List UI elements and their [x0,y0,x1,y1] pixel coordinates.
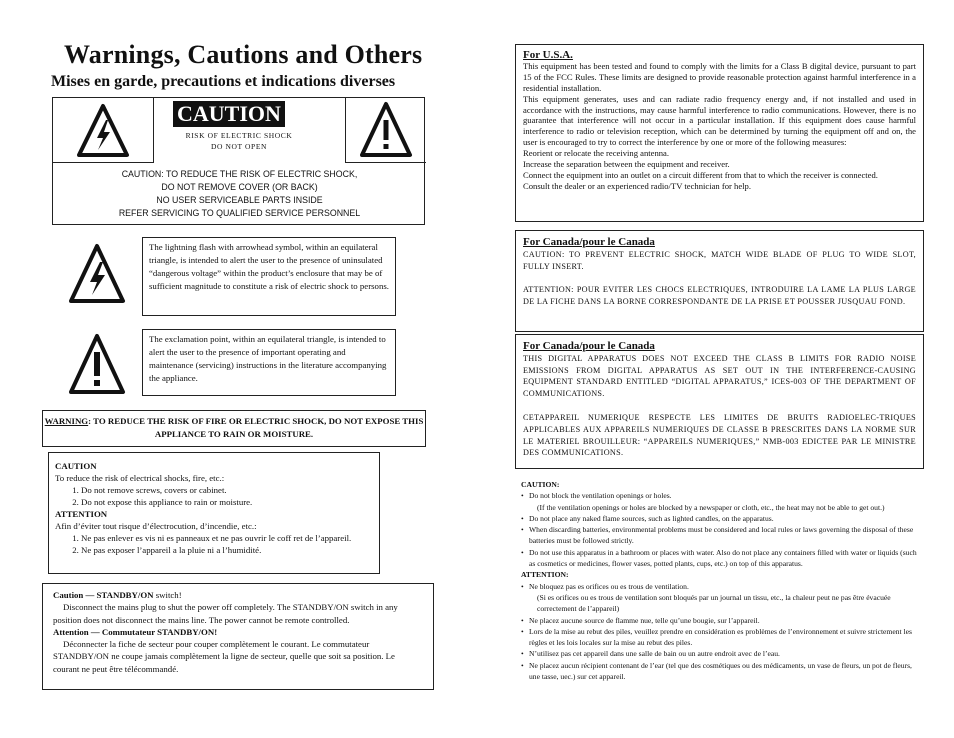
usa-heading: For U.S.A. [523,49,573,61]
usa-paragraph: Consult the dealer or an experienced radio/TV technician for help. [523,180,751,191]
usa-paragraph: This equipment generates, uses and can radiate radio frequency energy and, if not installed and used in accordance with the instructions, may cause harmful interference to radio communications. However, there is no guarantee that interference will not occur in a particular installation. If this equipment does cause harmful interference to radio or television reception, which can be determined by turning the equipment off and on, the user is encouraged to try to correct the interference by one or more of the following measures: [523,93,916,148]
warning-label: WARNING [44,416,89,426]
canada-plug-box [515,230,924,332]
notes-section [521,479,921,682]
lightning-triangle-icon [53,98,153,162]
warning-text: : TO REDUCE THE RISK OF FIRE OR ELECTRIC SHOCK, DO NOT EXPOSE THIS APPLIANCE TO RAIN OR MOISTURE. [88,416,424,439]
note-item: • Ne placez aucun récipient contenant de l’ear (tel que des cosmétiques ou des médicaments, un vase de fleurs, un pot de fleurs, une tasse, uec.) sur cet appareil. [521,660,912,682]
attention-intro: Afin d’éviter tout risque d’électrocution, d’incendie, etc.: [55,521,257,531]
standby-text: Disconnect the mains plug to shut the power off completely. The STANDBY/ON switch in any position does not disconnect the mains line. The power cannot be remote controlled. [53,602,398,625]
caution-list-box [48,452,380,574]
notes-en-heading: CAUTION: [521,480,560,489]
standby-fr-heading: Attention — Commutateur STANDBY/ON! [53,626,218,637]
caution-items [55,484,373,508]
canada-heading: For Canada/pour le Canada [523,340,655,352]
attention-items [55,532,373,556]
list-item: 1. Ne pas enlever es vis ni es panneaux et ne pas ouvrir le coff ret de l’appareil. [81,532,373,544]
list-item: 1. Do not remove screws, covers or cabinet. [81,484,373,496]
usa-paragraph: This equipment has been tested and found to comply with the limits for a Class B digital device, pursuant to part 15 of the FCC Rules. These limits are designed to provide reasonable protection against harmful interference in a residential installation. [523,60,916,93]
canada-fr-text: ATTENTION: POUR EVITER LES CHOCS ELECTRIQUES, INTRODUIRE LA LAME LA PLUS LARGE DE LA FICHE DANS LA BORNE CORRESPONDANTE DE LA PRISE ET POUSSER JUSQUAU FOND. [523,285,916,307]
lightning-description: The lightning flash with arrowhead symbol, within an equilateral triangle, is intended to alert the user to the presence of uninsulated “dangerous voltage” within the product’s enclosure that may be of sufficient magnitude to constitute a risk of electric shock to persons. [142,237,396,316]
notes-fr-heading: ATTENTION: [521,570,569,580]
exclamation-triangle-icon [346,98,426,162]
note-item: • When discarding batteries, environmental problems must be considered and local rules or laws governing the disposal of these batteries must be followed strictly. [521,525,914,546]
usa-paragraph: Connect the equipment into an outlet on a circuit different from that to which the receiver is connected. [523,169,878,180]
usa-paragraph: Increase the separation between the equipment and receiver. [523,159,730,170]
standby-heading-rest: switch! [153,590,182,600]
list-item: 2. Do not expose this appliance to rain or moisture. [81,496,373,508]
note-item: • Ne bloquez pas es orifices ou es trous de ventilation. [521,581,689,591]
standby-fr-text: Déconnecter la fiche de secteur pour couper complètement le courant. Le commutateur STANDBY/ON ne coupe jamais complètement la ligne de secteur, quelle que soit sa position. Le courant ne peut être télécommandé. [53,639,395,674]
attention-heading: ATTENTION [55,509,108,519]
canada-heading: For Canada/pour le Canada [523,236,655,248]
page-title: Warnings, Cautions and Others [64,40,423,69]
note-detail: (Si es orifices ou es trous de ventilation sont bloqués par un journal un tissu, etc., la chaleur peut ne pas être évacuée correctement de l’appareil) [537,592,891,614]
note-item: • Do not place any naked flame sources, such as lighted candles, on the apparatus. [521,513,774,523]
note-item: • Do not use this apparatus in a bathroom or places with water. Also do not place any containers filled with water or liquids (such as cosmetics or medicines, flower vases, potted plants, cups, etc.) on top of this apparatus. [521,547,917,569]
standby-heading: Caution — STANDBY/ON [53,590,154,600]
note-detail: (If the ventilation openings or holes are blocked by a newspaper or cloth, etc., the heat may not be able to get out.) [537,502,885,512]
canada-emissions-box [515,334,924,469]
exclamation-triangle-icon [66,330,128,398]
caution-label-panel [52,97,425,225]
note-item: • Ne placez aucune source de flamme nue, telle qu’une bougie, sur l’appareil. [521,615,760,625]
usa-paragraph: Reorient or relocate the receiving antenna. [523,148,670,159]
note-item: • Do not block the ventilation openings or holes. [521,491,672,501]
list-item: 2. Ne pas exposer l’appareil a la pluie ni a l’humidité. [81,544,373,556]
caution-word: CAUTION [173,101,285,127]
standby-box [42,583,434,690]
exclamation-cell [345,98,426,163]
warning-box [42,410,426,447]
usa-box [515,44,924,222]
canada-en-text: CAUTION: TO PREVENT ELECTRIC SHOCK, MATCH WIDE BLADE OF PLUG TO WIDE SLOT, FULLY INSERT. [523,249,916,271]
caution-label-line: DO NOT REMOVE COVER (OR BACK) [161,182,318,192]
note-item: • Lors de la mise au rebut des piles, veuillez prendre en considération es problèmes de l’environnement et suivre strictement les règles et les lois locales sur la mise au rebut des piles. [521,626,912,648]
lightning-cell [53,98,154,163]
caution-label-line: REFER SERVICING TO QUALIFIED SERVICE PERSONNEL [118,208,361,218]
caution-label-line: NO USER SERVICEABLE PARTS INSIDE [156,195,323,205]
caution-heading: CAUTION [55,461,97,471]
exclamation-description: The exclamation point, within an equilateral triangle, is intended to alert the user to the presence of important operating and maintenance (servicing) instructions in the literature accompanying the appliance. [142,329,396,396]
note-item: • N’utilisez pas cet appareil dans une salle de bain ou un autre endroit avec de l’eau. [521,649,780,659]
canada-fr-text: CETAPPAREIL NUMERIQUE RESPECTE LES LIMITES DE BRUITS RADIOELEC-TRIQUES APPLICABLES AUX APPAREILS NUMERIQUES DE CLASSE B PRESCRITES DANS LA NORME SUR LE MATERIEL BROUILLEUR: “APPAREILS NUMERIQUES,” NMB-003 EDICTEE PAR LE MINISTRE DES COMMUNICATIONS. [523,412,916,458]
page-subtitle: Mises en garde, precautions et indications diverses [51,73,396,90]
caution-sub2: DO NOT OPEN [210,142,268,151]
caution-sub1: RISK OF ELECTRIC SHOCK [185,131,293,140]
caution-label-line: CAUTION: TO REDUCE THE RISK OF ELECTRIC SHOCK, [121,169,358,179]
lightning-triangle-icon [66,240,128,308]
caution-intro: To reduce the risk of electrical shocks, fire, etc.: [55,473,225,483]
canada-en-text: THIS DIGITAL APPARATUS DOES NOT EXCEED THE CLASS B LIMITS FOR RADIO NOISE EMISSIONS FROM DIGITAL APPARATUS AS SET OUT IN THE INTERFERENCE-CAUSING EQUIPMENT STANDARD ENTITLED “DIGITAL APPARATUS,” ICES-003 OF THE DEPARTMENT OF COMMUNICATIONS. [523,353,916,399]
